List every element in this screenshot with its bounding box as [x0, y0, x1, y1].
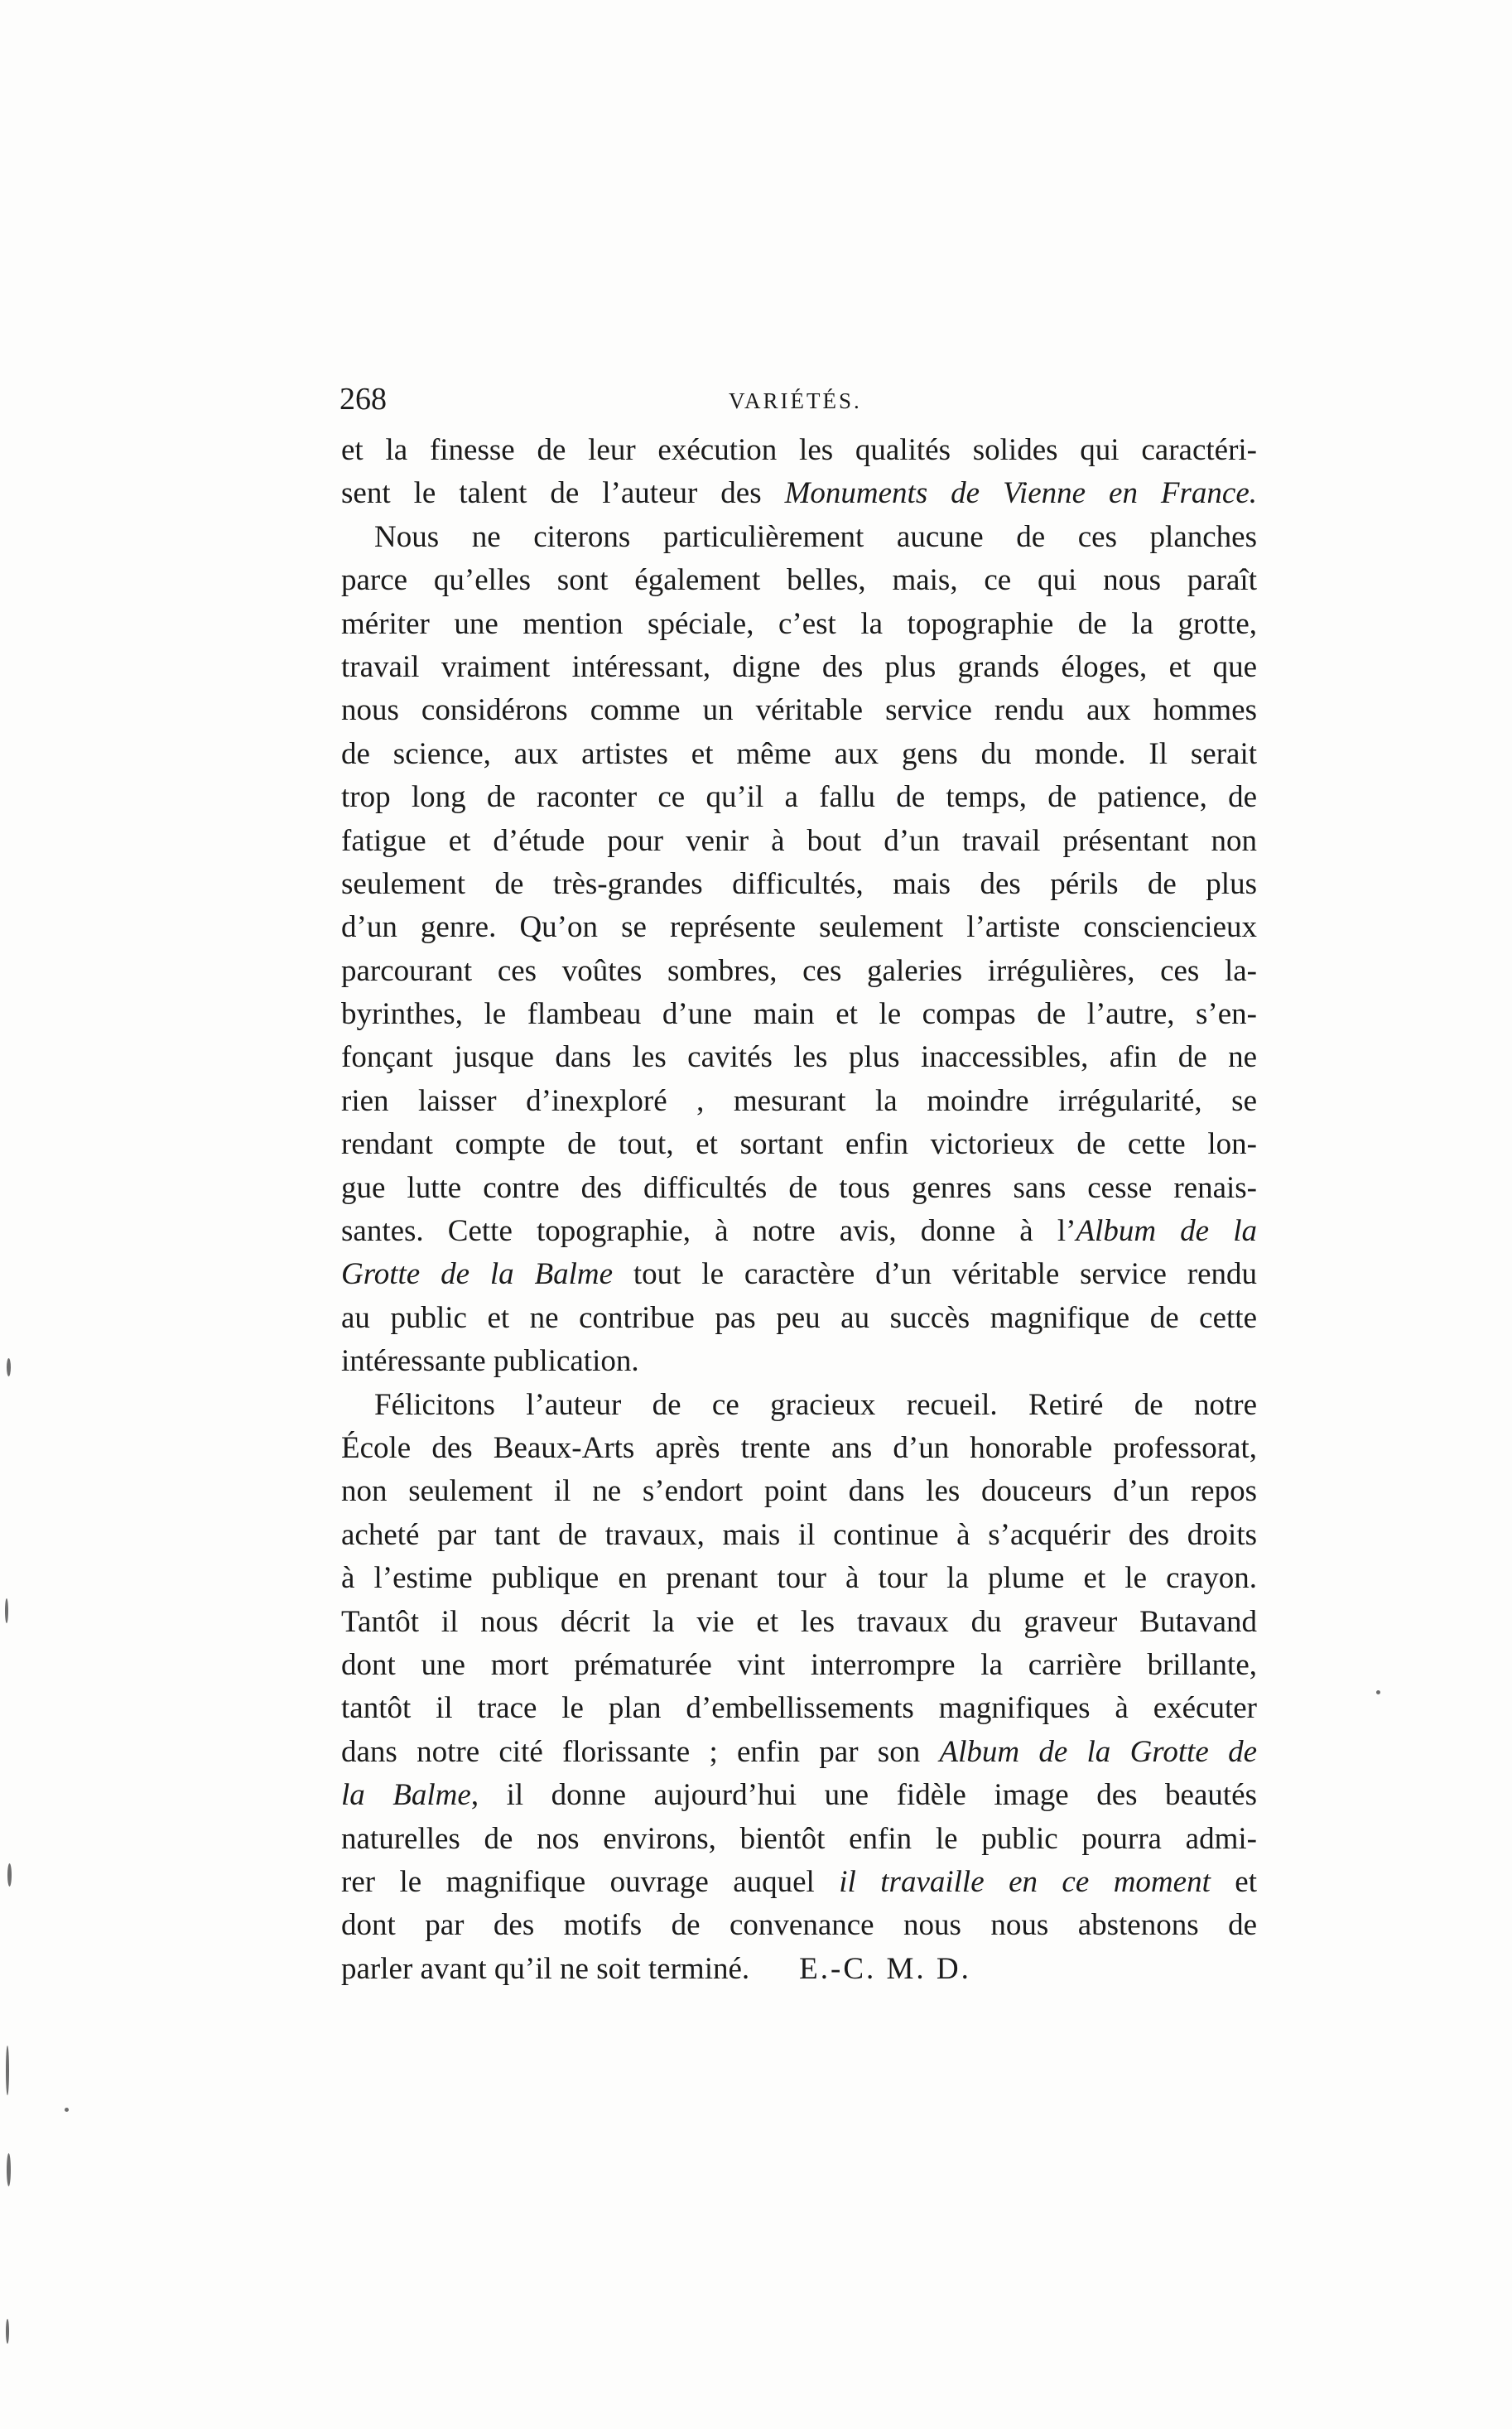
- text-line: acheté par tant de travaux, mais il continue à s’acquérir des droits: [341, 1517, 1257, 1552]
- scan-speck: [65, 2108, 69, 2112]
- text-line: à l’estime publique en prenant tour à tour la plume et le crayon.: [341, 1561, 1257, 1596]
- text-line: fonçant jusque dans les cavités les plus inaccessibles, afin de ne: [341, 1040, 1257, 1075]
- text-line: de science, aux artistes et même aux gens du monde. Il serait: [341, 736, 1257, 771]
- text-line: gue lutte contre des difficultés de tous genres sans cesse renais-: [341, 1170, 1257, 1205]
- text-line: mériter une mention spéciale, c’est la topographie de la grotte,: [341, 606, 1257, 641]
- scan-speck: [7, 1863, 12, 1887]
- scan-speck: [5, 1598, 8, 1623]
- text-line: parce qu’elles sont également belles, mais, ce qui nous paraît: [341, 563, 1257, 598]
- article-body: [341, 429, 1257, 1991]
- text-line: dans notre cité florissante ; enfin par son Album de la Grotte de: [341, 1734, 1257, 1769]
- scan-speck: [6, 2046, 9, 2095]
- paragraph-start-line: Félicitons l’auteur de ce gracieux recueil. Retiré de notre: [374, 1387, 1257, 1422]
- text-line: Tantôt il nous décrit la vie et les travaux du graveur Butavand: [341, 1604, 1257, 1639]
- text-line: non seulement il ne s’endort point dans les douceurs d’un repos: [341, 1474, 1257, 1509]
- text-line: d’un genre. Qu’on se représente seulement l’artiste consciencieux: [341, 910, 1257, 945]
- text-line: rendant compte de tout, et sortant enfin victorieux de cette lon-: [341, 1127, 1257, 1162]
- text-line: fatigue et d’étude pour venir à bout d’un travail présentant non: [341, 823, 1257, 858]
- page-number: 268: [339, 382, 387, 417]
- running-head: [339, 374, 1259, 424]
- text-line: seulement de très-grandes difficultés, mais des périls de plus: [341, 866, 1257, 901]
- text-line: au public et ne contribue pas peu au succès magnifique de cette: [341, 1300, 1257, 1335]
- paragraph-start-line: Nous ne citerons particulièrement aucune de ces planches: [374, 519, 1257, 554]
- author-signature: E.-C. M. D.: [799, 1951, 971, 1986]
- text-line: byrinthes, le flambeau d’une main et le compas de l’autre, s’en-: [341, 997, 1257, 1032]
- scan-speck: [6, 2319, 9, 2344]
- scan-speck: [7, 1358, 11, 1376]
- running-title: VARIÉTÉS.: [729, 388, 862, 413]
- text-line: Grotte de la Balme tout le caractère d’un véritable service rendu: [341, 1257, 1257, 1292]
- text-line: nous considérons comme un véritable service rendu aux hommes: [341, 693, 1257, 728]
- scan-speck: [7, 2153, 11, 2186]
- text-line: trop long de raconter ce qu’il a fallu de temps, de patience, de: [341, 780, 1257, 815]
- text-line: parcourant ces voûtes sombres, ces galeries irrégulières, ces la-: [341, 953, 1257, 988]
- scan-speck: [1376, 1690, 1380, 1694]
- text-line: santes. Cette topographie, à notre avis, donne à l’Album de la: [341, 1214, 1257, 1249]
- text-line: École des Beaux-Arts après trente ans d’un honorable professorat,: [341, 1430, 1257, 1465]
- paragraph-end-line: intéressante publication.: [341, 1344, 639, 1379]
- text-line: dont par des motifs de convenance nous nous abstenons de: [341, 1908, 1257, 1943]
- text-line: sent le talent de l’auteur des Monuments de Vienne en France.: [341, 476, 1258, 511]
- text-line: et la finesse de leur exécution les qualités solides qui caractéri-: [341, 433, 1257, 467]
- final-line: parler avant qu’il ne soit terminé. E.-C. M. D.: [341, 1951, 971, 1986]
- text-line: rien laisser d’inexploré , mesurant la moindre irrégularité, se: [341, 1083, 1257, 1118]
- text-line: dont une mort prématurée vint interrompre la carrière brillante,: [341, 1647, 1257, 1682]
- text-line: la Balme, il donne aujourd’hui une fidèle image des beautés: [341, 1778, 1257, 1813]
- text-line: tantôt il trace le plan d’embellissements magnifiques à exécuter: [341, 1691, 1257, 1726]
- text-line: rer le magnifique ouvrage auquel il travaille en ce moment et: [341, 1864, 1257, 1899]
- text-line: travail vraiment intéressant, digne des plus grands éloges, et que: [341, 649, 1257, 684]
- text-line: naturelles de nos environs, bientôt enfin le public pourra admi-: [341, 1821, 1257, 1856]
